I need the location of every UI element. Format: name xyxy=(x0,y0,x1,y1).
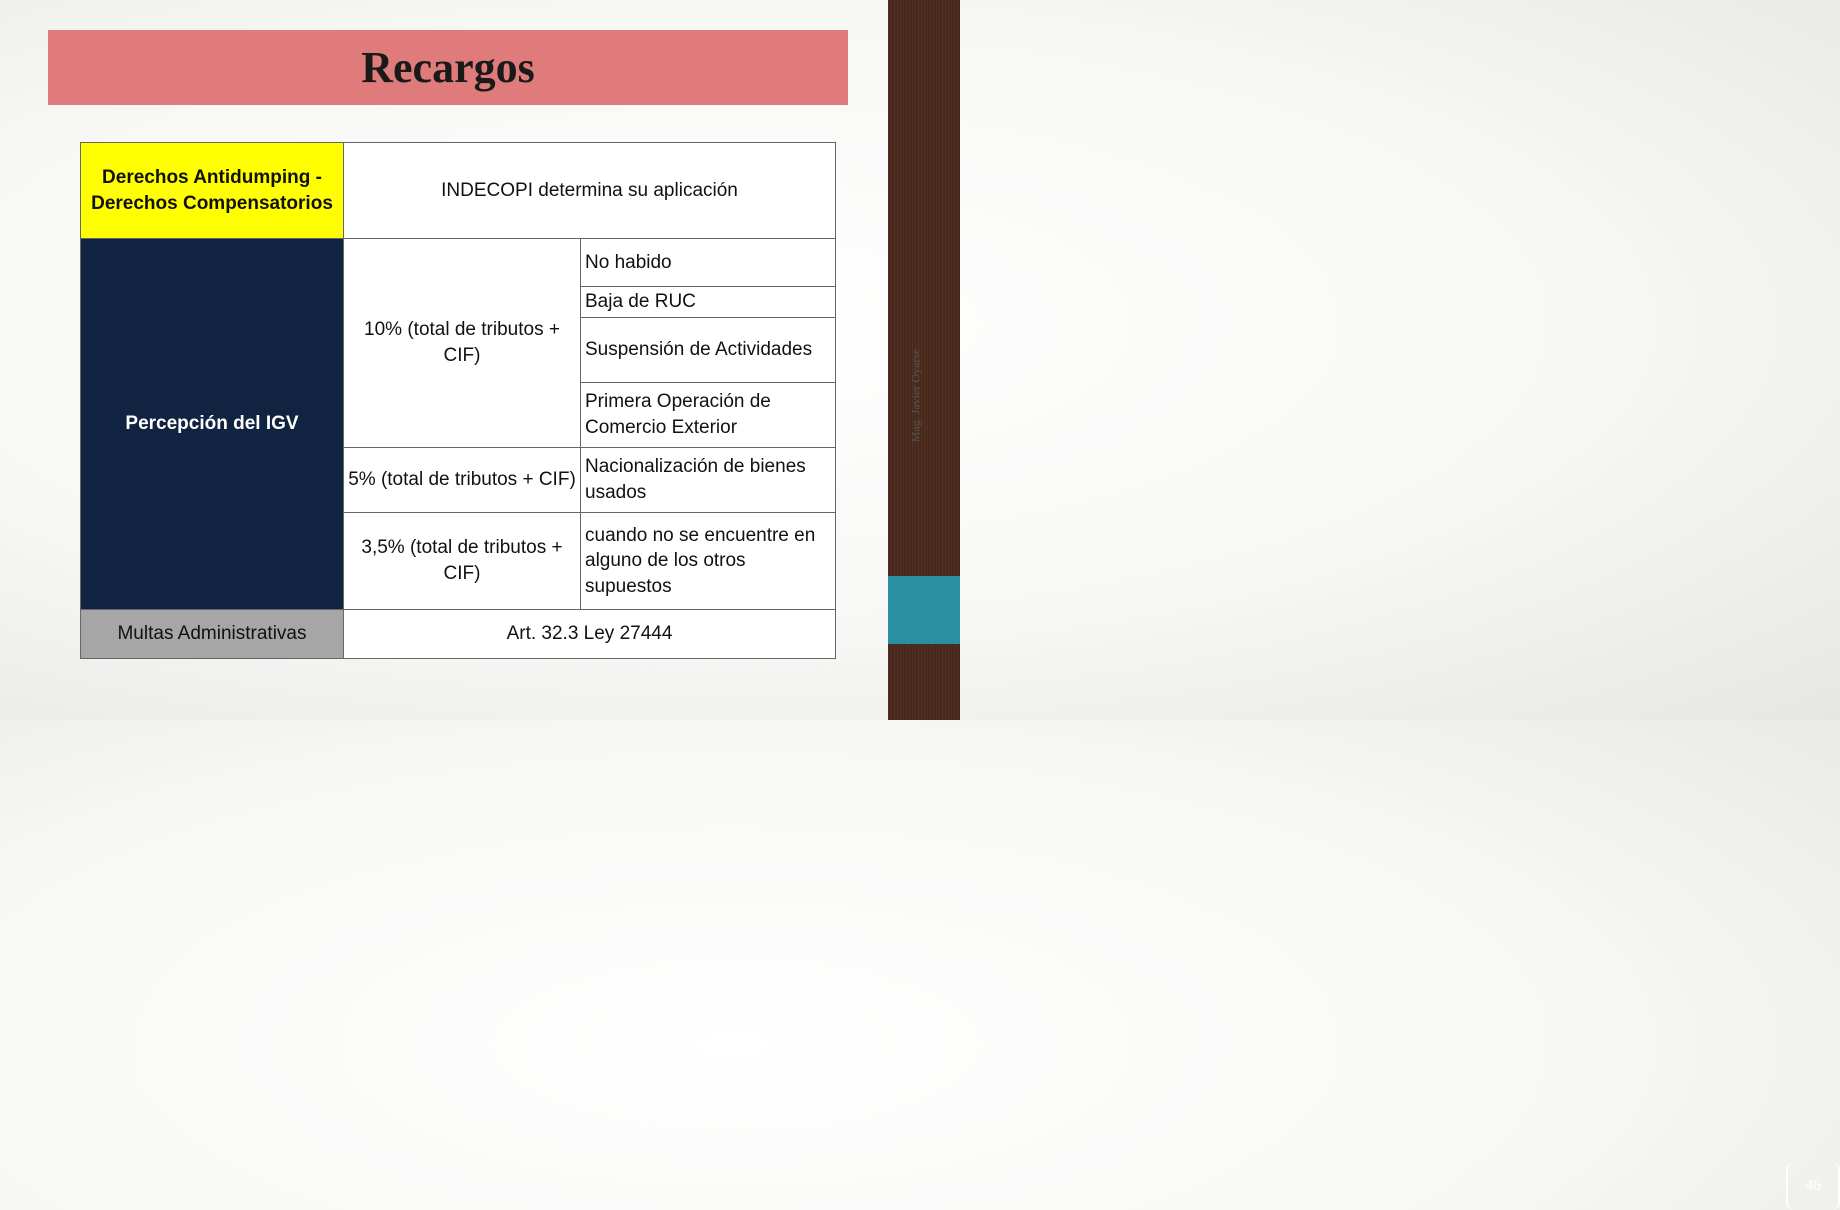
page-number-tab xyxy=(888,576,1821,1194)
rate-5-cell: 5% (total de tributos + CIF) xyxy=(344,448,581,513)
percepcion-label-cell: Percepción del IGV xyxy=(81,239,344,610)
title-bar xyxy=(48,30,848,105)
slide-title: Recargos xyxy=(361,43,535,92)
author-side-label xyxy=(906,330,926,460)
rate-10-cell: 10% (total de tributos + CIF) xyxy=(344,239,581,448)
table-row xyxy=(81,143,836,239)
case-no-habido-cell: No habido xyxy=(581,239,836,287)
table-row xyxy=(81,610,836,659)
antidumping-value-cell: INDECOPI determina su aplicación xyxy=(344,143,836,239)
table-row xyxy=(81,239,836,287)
antidumping-label-cell: Derechos Antidumping - Derechos Compensatorios xyxy=(81,143,344,239)
multas-label-cell: Multas Administrativas xyxy=(81,610,344,659)
case-baja-ruc-cell: Baja de RUC xyxy=(581,287,836,318)
rate-3-5-cell: 3,5% (total de tributos + CIF) xyxy=(344,513,581,610)
recargos-table xyxy=(80,142,836,659)
case-primera-operacion-cell: Primera Operación de Comercio Exterior xyxy=(581,383,836,448)
case-suspension-cell: Suspensión de Actividades xyxy=(581,318,836,383)
page-number-box xyxy=(1786,1162,1840,1210)
page-number: 46 xyxy=(1805,1177,1821,1194)
case-bienes-usados-cell: Nacionalización de bienes usados xyxy=(581,448,836,513)
multas-value-cell: Art. 32.3 Ley 27444 xyxy=(344,610,836,659)
author-name: Mag. Javier Oyarse xyxy=(908,348,923,442)
case-otros-supuestos-cell: cuando no se encuentre en alguno de los otros supuestos xyxy=(581,513,836,610)
